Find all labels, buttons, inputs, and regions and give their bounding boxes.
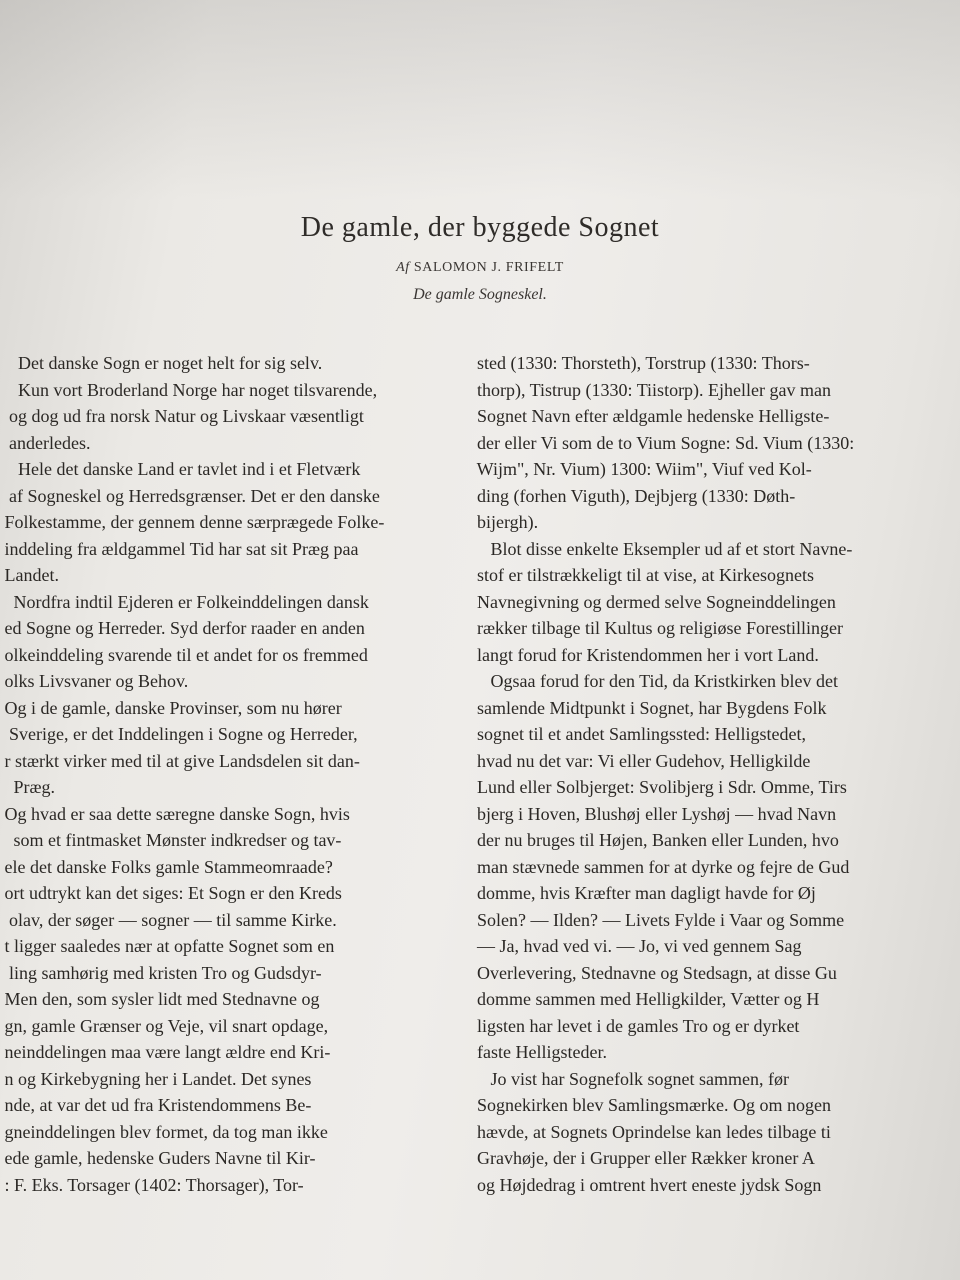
- text-line: Men den, som sysler lidt med Stednavne og: [0, 989, 320, 1009]
- text-line: som et fintmasket Mønster indkredser og tav-: [0, 830, 342, 850]
- text-line: der nu bruges til Højen, Banken eller Lunden, hvo: [468, 830, 839, 850]
- right-text-column: [468, 350, 960, 1198]
- text-line: r stærkt virker med til at give Landsdelen sit dan-: [0, 750, 360, 771]
- text-line: t ligger saaledes nær at opfatte Sognet som en: [0, 936, 335, 956]
- text-line: ligsten har levet i de gamles Tro og er dyrket: [468, 1015, 800, 1036]
- text-line: bijergh).: [468, 512, 539, 532]
- text-line: Wijm", Nr. Vium) 1300: Wiim", Viuf ved Kol-: [468, 459, 812, 479]
- text-line: Blot disse enkelte Eksempler ud af et stort Navne-: [468, 538, 853, 559]
- text-line: Det danske Sogn er noget helt for sig selv.: [0, 353, 323, 373]
- text-line: Gravhøje, der i Grupper eller Rækker kroner A: [468, 1148, 815, 1168]
- text-line: man stævnede sammen for at dyrke og fejre de Gud: [468, 856, 850, 877]
- text-line: Sognekirken blev Samlingsmærke. Og om nogen: [468, 1095, 831, 1115]
- text-line: domme sammen med Helligkilder, Vætter og H: [468, 989, 820, 1009]
- text-line: og dog ud fra norsk Natur og Livskaar væsentligt: [0, 406, 364, 426]
- text-line: og Højdedrag i omtrent hvert eneste jydsk Sogn: [468, 1174, 822, 1195]
- text-line: Nordfra indtil Ejderen er Folkeinddelingen dansk: [0, 591, 369, 612]
- text-line: bjerg i Hoven, Blushøj eller Lyshøj — hvad Navn: [468, 803, 837, 824]
- text-line: thorp), Tistrup (1330: Tiistorp). Ejheller gav man: [468, 379, 832, 400]
- text-line: sognet til et andet Samlingssted: Helligstedet,: [468, 724, 806, 744]
- text-line: nde, at var det ud fra Kristendommens Be-: [0, 1095, 312, 1115]
- text-line: samlende Midtpunkt i Sognet, har Bygdens Folk: [468, 697, 827, 718]
- text-line: domme, hvis Kræfter man dagligt havde for Øj: [468, 883, 816, 903]
- text-line: Og i de gamle, danske Provinser, som nu hører: [0, 697, 342, 718]
- text-line: sted (1330: Thorsteth), Torstrup (1330: Thors-: [468, 353, 810, 373]
- text-line: ding (forhen Viguth), Dejbjerg (1330: Døth-: [468, 485, 796, 506]
- text-line: Ogsaa forud for den Tid, da Kristkirken blev det: [468, 671, 838, 691]
- text-line: neinddelingen maa være langt ældre end Kri-: [0, 1042, 331, 1062]
- text-line: : F. Eks. Torsager (1402: Thorsager), Tor-: [0, 1174, 304, 1195]
- text-line: hævde, at Sognets Oprindelse kan ledes tilbage ti: [468, 1121, 831, 1142]
- text-line: — Ja, hvad ved vi. — Jo, vi ved gennem Sag: [468, 936, 802, 956]
- text-line: stof er tilstrækkeligt til at vise, at Kirkesognets: [468, 565, 814, 585]
- text-line: olav, der søger — sogner — til samme Kirke.: [0, 909, 337, 930]
- byline-author: SALOMON J. FRIFELT: [413, 260, 564, 275]
- text-line: anderledes.: [0, 432, 91, 453]
- text-line: inddeling fra ældgammel Tid har sat sit Præg paa: [0, 538, 359, 559]
- text-line: af Sogneskel og Herredsgrænser. Det er den danske: [0, 485, 380, 506]
- text-line: n og Kirkebygning her i Landet. Det synes: [0, 1068, 312, 1089]
- text-line: olks Livsvaner og Behov.: [0, 671, 189, 691]
- text-line: ling samhørig med kristen Tro og Gudsdyr-: [0, 962, 322, 983]
- text-line: gneinddelingen blev formet, da tog man ikke: [0, 1121, 328, 1142]
- text-line: Kun vort Broderland Norge har noget tilsvarende,: [0, 379, 378, 400]
- article-subtitle: De gamle Sogneskel.: [413, 286, 547, 303]
- text-line: ele det danske Folks gamle Stammeomraade?: [0, 856, 333, 877]
- byline-prefix: Af: [396, 260, 410, 275]
- text-line: Sognet Navn efter ældgamle hedenske Helligste-: [468, 406, 830, 426]
- text-line: gn, gamle Grænser og Veje, vil snart opdage,: [0, 1015, 329, 1036]
- left-text-column: [0, 350, 455, 1198]
- text-line: Jo vist har Sognefolk sognet sammen, før: [468, 1068, 789, 1089]
- text-line: Landet.: [0, 565, 59, 585]
- text-line: ort udtrykt kan det siges: Et Sogn er den Kreds: [0, 883, 342, 903]
- text-line: faste Helligsteder.: [468, 1042, 607, 1062]
- text-line: Hele det danske Land er tavlet ind i et Fletværk: [0, 459, 361, 479]
- text-line: Solen? — Ilden? — Livets Fylde i Vaar og Somme: [468, 909, 845, 930]
- text-line: Navnegivning og dermed selve Sogneinddelingen: [468, 591, 836, 612]
- text-line: ed Sogne og Herreder. Syd derfor raader en anden: [0, 618, 365, 638]
- text-line: Overlevering, Stednavne og Stedsagn, at disse Gu: [468, 962, 837, 983]
- text-line: Lund eller Solbjerget: Svolibjerg i Sdr. Omme, Tirs: [468, 777, 847, 797]
- article-byline: [0, 260, 960, 276]
- text-line: ede gamle, hedenske Guders Navne til Kir-: [0, 1148, 316, 1168]
- text-line: olkeinddeling svarende til et andet for os fremmed: [0, 644, 368, 665]
- text-line: hvad nu det var: Vi eller Gudehov, Helligkilde: [468, 750, 811, 771]
- page-shadow: [0, 0, 960, 200]
- text-line: Folkestamme, der gennem denne særprægede Folke-: [0, 512, 385, 532]
- text-line: rækker tilbage til Kultus og religiøse Forestillinger: [468, 618, 843, 638]
- text-line: Præg.: [0, 777, 56, 797]
- text-line: der eller Vi som de to Vium Sogne: Sd. Vium (1330:: [468, 432, 855, 453]
- text-line: Og hvad er saa dette særegne danske Sogn, hvis: [0, 803, 350, 824]
- article-title: De gamle, der byggede Sognet: [300, 212, 660, 243]
- text-line: Sverige, er det Inddelingen i Sogne og Herreder,: [0, 724, 358, 744]
- text-line: langt forud for Kristendommen her i vort Land.: [468, 644, 819, 665]
